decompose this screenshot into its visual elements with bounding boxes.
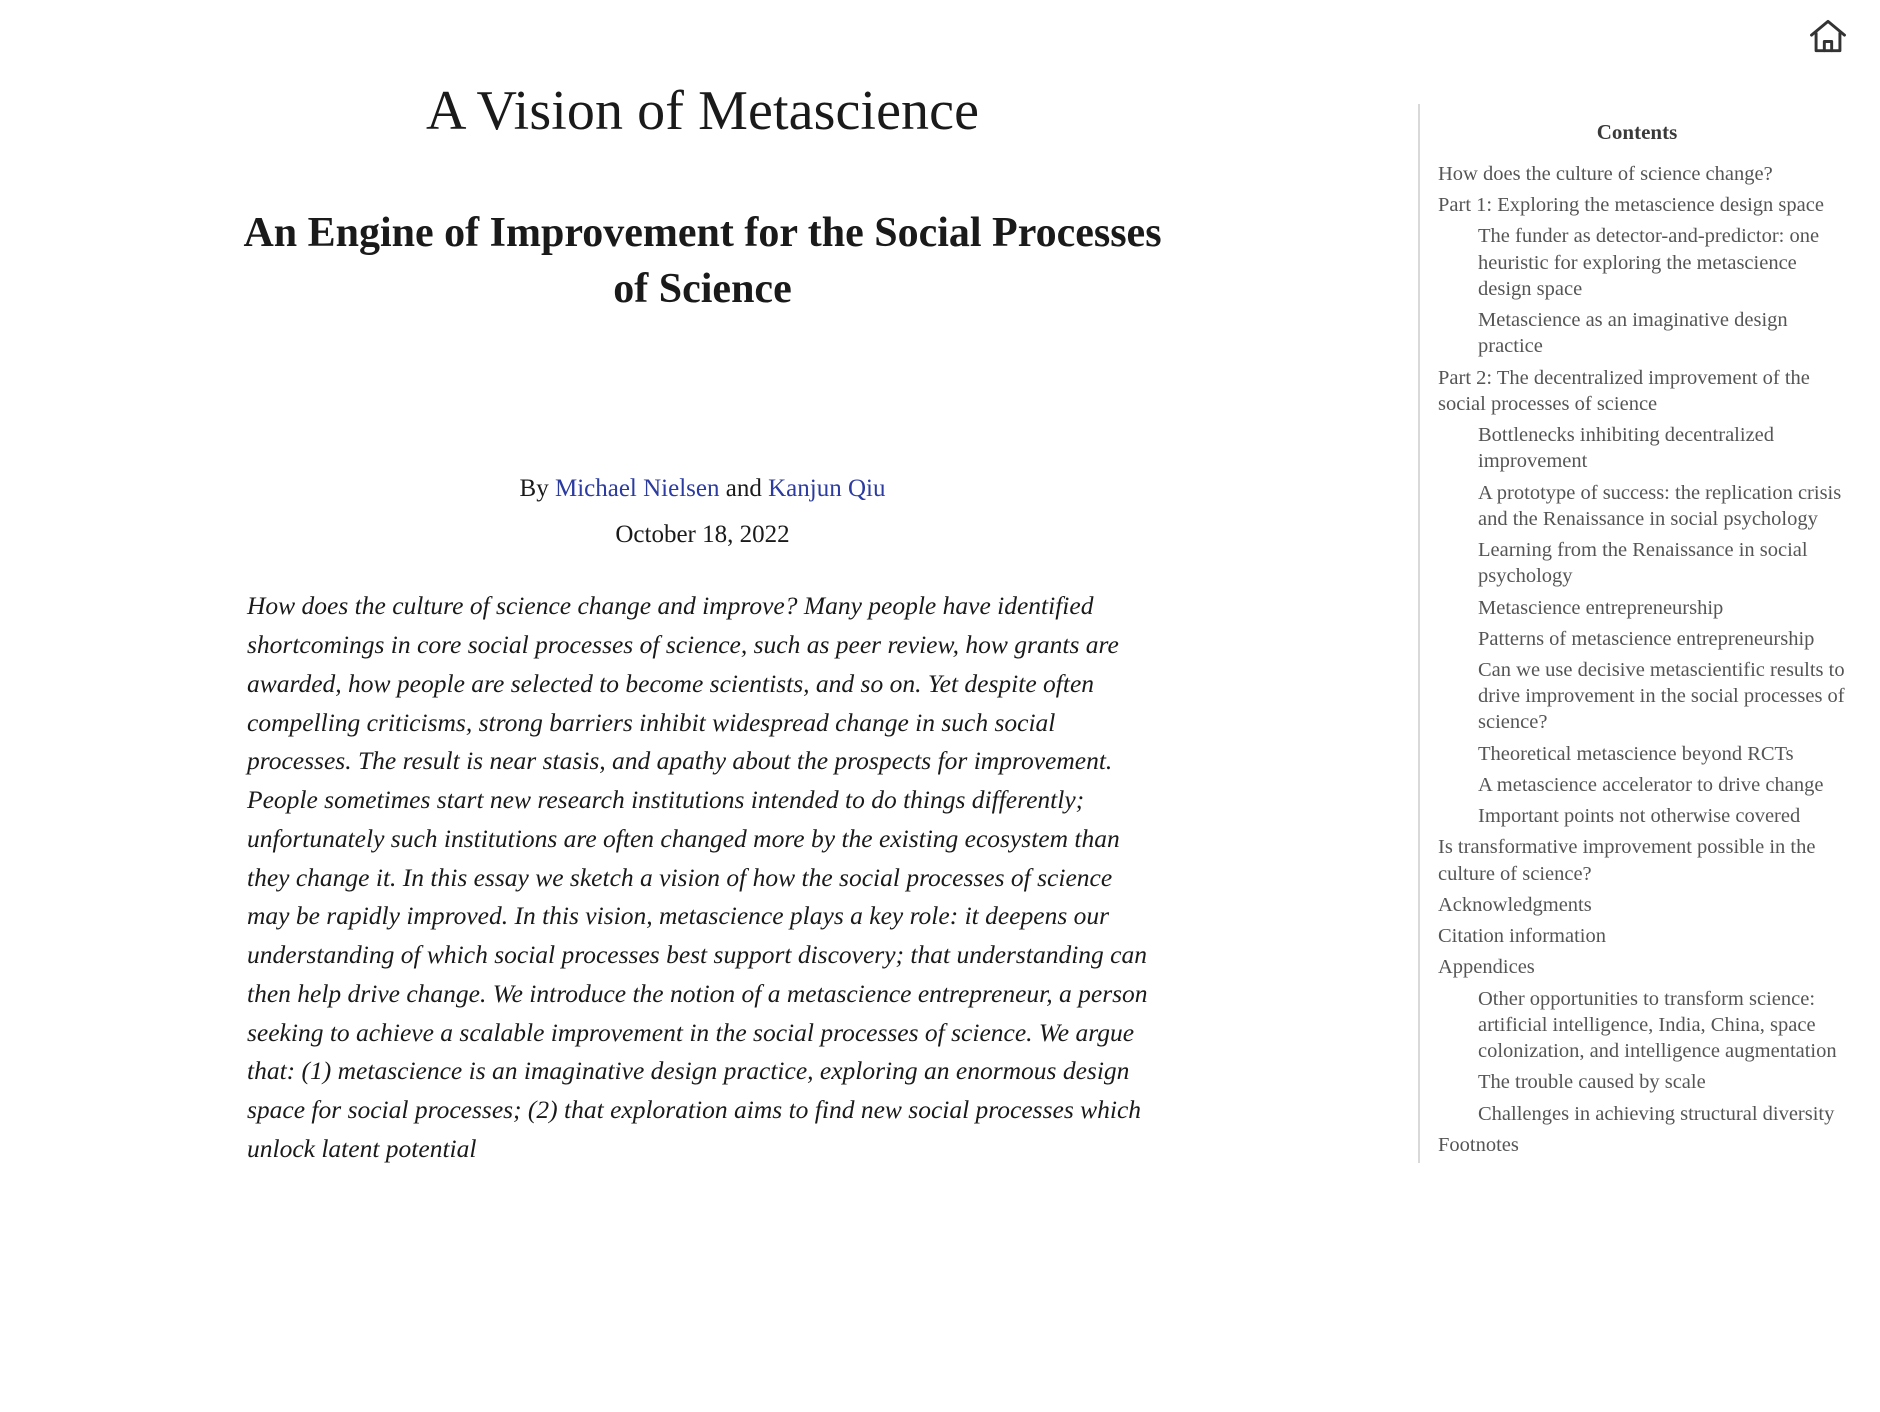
toc-item[interactable]: The funder as detector-and-predictor: one heuristic for exploring the metascience design space: [1478, 225, 1820, 300]
toc-item[interactable]: Appendices: [1438, 956, 1535, 979]
toc-item[interactable]: Learning from the Renaissance in social psychology: [1478, 539, 1808, 588]
toc-item[interactable]: Can we use decisive metascientific results to drive improvement in the social processes of science?: [1478, 658, 1845, 734]
toc-item[interactable]: Is transformative improvement possible in the culture of science?: [1438, 836, 1816, 885]
toc-item[interactable]: Acknowledgments: [1438, 893, 1592, 916]
toc-item[interactable]: How does the culture of science change?: [1438, 163, 1773, 185]
page-subtitle: An Engine of Improvement for the Social Processes of Science: [243, 210, 1162, 312]
toc-item[interactable]: Challenges in achieving structural diversity: [1478, 1102, 1835, 1125]
toc-item[interactable]: Part 2: The decentralized improvement of the social processes of science: [1438, 366, 1810, 415]
toc-item[interactable]: The trouble caused by scale: [1478, 1071, 1706, 1094]
article-body: [195, 0, 1210, 1169]
page-title: A Vision of Metascience: [425, 80, 980, 142]
author-link-two[interactable]: Kanjun Qiu: [768, 474, 886, 502]
toc-item[interactable]: Bottlenecks inhibiting decentralized improvement: [1478, 424, 1775, 473]
toc-item[interactable]: Important points not otherwise covered: [1478, 805, 1801, 828]
byline-prefix: By: [519, 474, 555, 502]
author-link-one[interactable]: Michael Nielsen: [554, 474, 720, 502]
toc-item[interactable]: A metascience accelerator to drive change: [1478, 773, 1824, 796]
toc-item[interactable]: Metascience entrepreneurship: [1478, 596, 1724, 619]
toc-item[interactable]: A prototype of success: the replication crisis and the Renaissance in social psychology: [1478, 481, 1842, 530]
table-of-contents: [1418, 104, 1854, 1163]
toc-item[interactable]: Part 1: Exploring the metascience design space: [1438, 194, 1824, 217]
toc-item[interactable]: Theoretical metascience beyond RCTs: [1478, 742, 1794, 765]
toc-list: [1420, 161, 1854, 1158]
publication-date: October 18, 2022: [615, 521, 790, 549]
toc-item[interactable]: Footnotes: [1438, 1133, 1519, 1156]
toc-item[interactable]: Patterns of metascience entrepreneurship: [1478, 627, 1815, 650]
byline: [195, 470, 1210, 508]
byline-conjunction: and: [719, 474, 769, 502]
contents-heading: Contents: [1596, 120, 1678, 144]
toc-item[interactable]: Other opportunities to transform science: artificial intelligence, India, China, space colonization, and intelligence augmentation: [1478, 987, 1837, 1063]
home-icon[interactable]: [1806, 14, 1850, 58]
toc-item[interactable]: Metascience as an imaginative design practice: [1478, 309, 1788, 358]
abstract-paragraph: How does the culture of science change and improve? Many people have identified shortcomings in core social processes of science, such as peer review, how grants are awarded, how people are selected to become scientists, and so on. Yet despite often compelling criticisms, strong barriers inhibit widespread change in such social processes. The result is near stasis, and apathy about the prospects for improvement. People sometimes start new research institutions intended to do things differently; unfortunately such institutions are often changed more by the existing ecosystem than they change it. In this essay we sketch a vision of how the social processes of science may be rapidly improved. In this vision, metascience plays a key role: it deepens our understanding of which social processes best support discovery; that understanding can then help drive change. We introduce the notion of a metascience entrepreneur, a person seeking to achieve a scalable improvement in the social processes of science. We argue that: (1) metascience is an imaginative design practice, exploring an enormous design space for social processes; (2) that exploration aims to find new social processes which unlock latent potential: [247, 591, 1148, 1163]
toc-item[interactable]: Citation information: [1438, 925, 1606, 948]
